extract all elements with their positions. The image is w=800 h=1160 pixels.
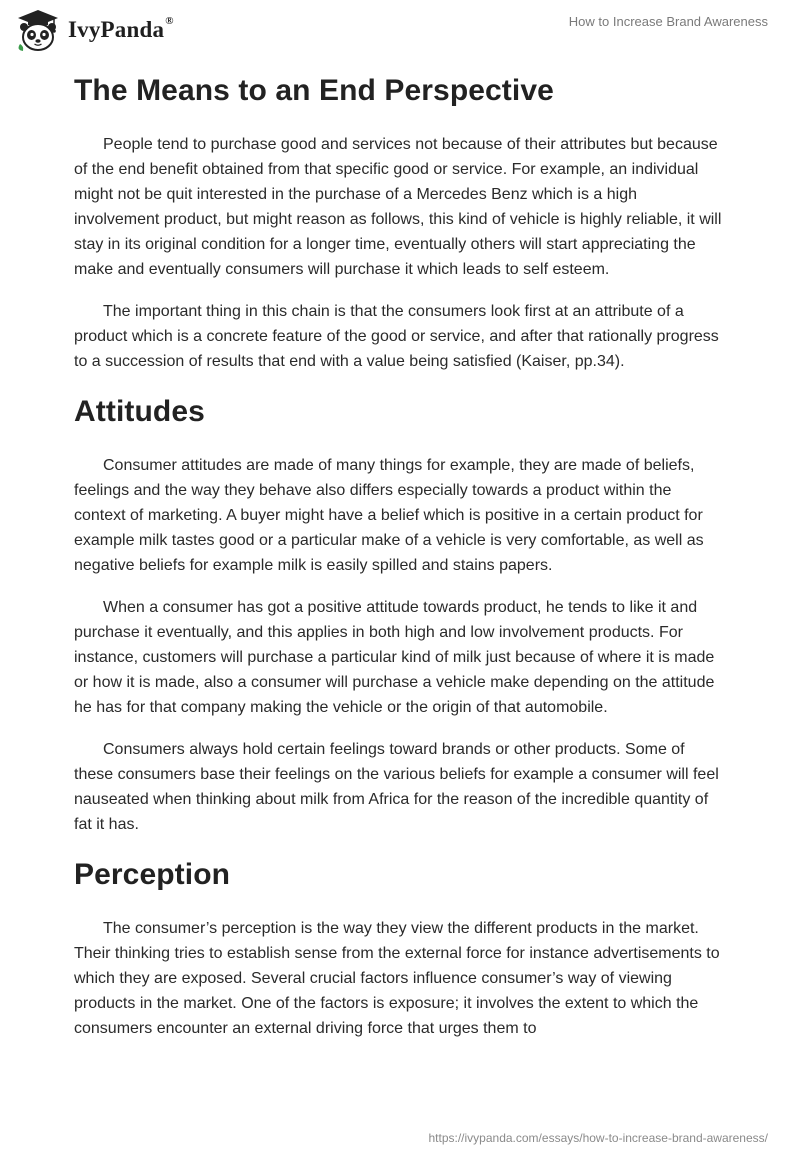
registered-mark: ® <box>165 15 174 27</box>
section-heading: The Means to an End Perspective <box>74 74 554 107</box>
paragraph: Consumer attitudes are made of many things for example, they are made of beliefs, feelings and the way they behave also differs especially towards a product within the context of marketing. A buyer might have a belief which is positive in a certain product for example milk tastes good or a particular make of a vehicle is very comfortable, as well as negative beliefs for example milk is easily spilled and stains papers. <box>74 457 704 574</box>
page-header <box>0 0 800 60</box>
section-perception <box>74 854 726 1041</box>
source-url-link[interactable]: https://ivypanda.com/essays/how-to-increase-brand-awareness/ <box>428 1131 768 1145</box>
paragraph: People tend to purchase good and services not because of their attributes but because of the end benefit obtained from that specific good or service. For example, an individual might not be quit interested in the purchase of a Mercedes Benz which is a high involvement product, but might reason as follows, this kind of vehicle is highly reliable, it will stay in its original condition for a longer time, eventually others will start appreciating the make and eventually consumers will purchase it which leads to self esteem. <box>74 136 722 278</box>
paragraph: When a consumer has got a positive attitude towards product, he tends to like it and purchase it eventually, and this applies in both high and low involvement products. For instance, customers will purchase a particular kind of milk just because of where it is made or how it is made, also a consumer will purchase a vehicle make depending on the attitude he has for that company making the vehicle or the origin of that automobile. <box>74 599 715 716</box>
paragraph: The important thing in this chain is that the consumers look first at an attribute of a product which is a concrete feature of the good or service, and after that rationally progress to a succession of results that end with a value being satisfied (Kaiser, pp.34). <box>74 303 719 370</box>
document-title: How to Increase Brand Awareness <box>568 14 768 29</box>
section-attitudes <box>74 391 726 837</box>
paragraph: The consumer’s perception is the way they view the different products in the market. Their thinking tries to establish sense from the external force for instance advertisements to which they are exposed. Several crucial factors influence consumer’s way of viewing products in the market. One of the factors is exposure; it involves the extent to which the consumers encounter an external driving force that urges them to <box>74 920 720 1037</box>
panda-mascot-icon <box>14 8 62 52</box>
section-means-to-end <box>74 70 726 374</box>
paragraph: Consumers always hold certain feelings toward brands or other products. Some of these consumers base their feelings on the various beliefs for example a consumer will feel nauseated when thinking about milk from Africa for the reason of the incredible quantity of fat it has. <box>74 741 719 833</box>
logo-wordmark: IvyPanda® <box>68 15 174 42</box>
ivypanda-logo[interactable] <box>14 8 174 52</box>
section-heading: Attitudes <box>74 395 205 428</box>
article-body <box>74 70 726 1058</box>
section-heading: Perception <box>74 858 231 891</box>
